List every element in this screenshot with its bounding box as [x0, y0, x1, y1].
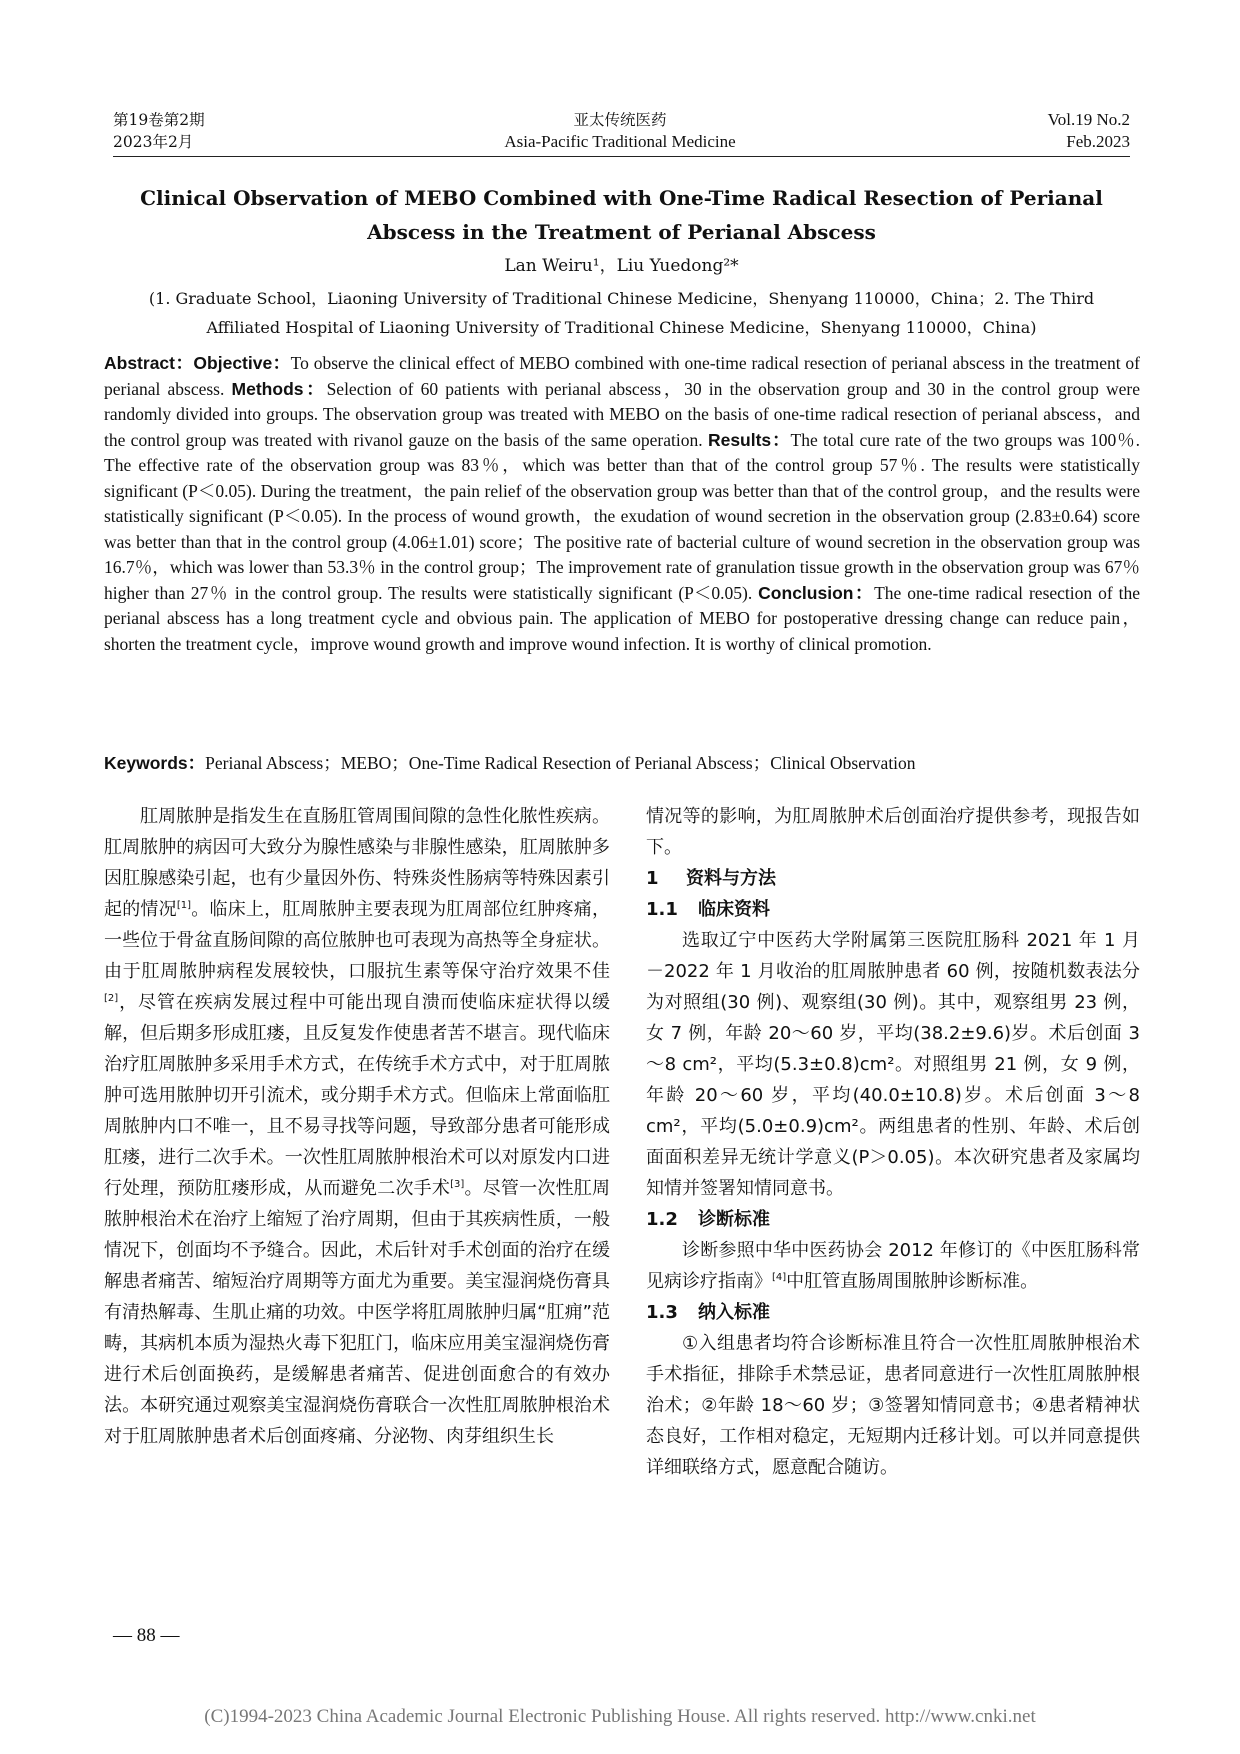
diagnosis-text-2: 中肛管直肠周围脓肿诊断标准。 — [786, 1271, 1039, 1292]
header-rule — [113, 156, 1130, 157]
section-1-1-number: 1.1 — [646, 899, 678, 920]
article-title: Clinical Observation of MEBO Combined with One-Time Radical Resection of Perianal Abscess in the Treatment of Perianal Abscess — [140, 186, 1103, 244]
results-text: The total cure rate of the two groups was 100％. The effective rate of the observation group was 83％，which was better than that of the control group 57％. The results were statistically significant (P＜0.05). During the treatment，the pain relief of the observation group was better than that of the control group，and the results were statistically significant (P＜0.05). In the process of wound growth，the exudation of wound secretion in the observation group (2.83±0.64) score was better than that in the control group (4.06±1.01) score；The positive rate of bacterial culture of wound secretion in the observation group was 16.7％，which was lower than 53.3％ in the control group；The improvement rate of granulation tissue growth in the observation group was 67％ higher than 27％ in the control group. The results were statistically significant (P＜0.05). — [104, 429, 1141, 603]
section-1-2-title: 诊断标准 — [698, 1209, 770, 1230]
objective-label: Objective： — [193, 353, 291, 373]
section-1-3-heading — [646, 1297, 1140, 1328]
journal-name-cn: 亚太传统医药 — [573, 111, 667, 129]
header-volume: 第19卷第2期 — [113, 111, 205, 129]
methods-text: Selection of 60 patients with perianal abscess，30 in the observation group and 30 in the control group were randomly divided into groups. The observation group was treated with MEBO on the basis of one-time radical resection of perianal abscess，and the control group was treated with rivanol gauze on the basis of the same operation. — [104, 378, 1141, 450]
header-date-en: Feb.2023 — [1066, 132, 1130, 151]
abstract — [104, 351, 1140, 657]
keywords-label: Keywords： — [104, 753, 206, 773]
section-1-2-heading — [646, 1204, 1140, 1235]
ref-4: [4] — [772, 1272, 787, 1283]
section-1-title: 资料与方法 — [686, 868, 776, 889]
right-column — [646, 801, 1140, 1483]
results-label: Results： — [707, 429, 791, 450]
header-center — [440, 109, 800, 153]
section-1-3-number: 1.3 — [646, 1302, 678, 1323]
intro-continuation: 情况等的影响，为肛周脓肿术后创面治疗提供参考，现报告如下。 — [646, 806, 1140, 858]
header-left — [113, 109, 205, 153]
diagnosis-text-1: 诊断参照中华中医药协会 2012 年修订的《中医肛肠科常见病诊疗指南》 — [646, 1240, 1140, 1292]
section-1-number: 1 — [646, 868, 659, 889]
conclusion-text: The one-time radical resection of the perianal abscess has a long treatment cycle and obvious pain. The application of MEBO for postoperative dressing change can reduce pain，shorten the treatment cycle，improve wound growth and improve wound infection. It is worthy of clinical promotion. — [104, 582, 1140, 654]
ref-2: [2] — [104, 993, 119, 1004]
section-1-heading — [646, 863, 1140, 894]
header-volume-en: Vol.19 No.2 — [1047, 110, 1130, 129]
copyright-footer: (C)1994-2023 China Academic Journal Electronic Publishing House. All rights reserved. http://www.cnki.net — [204, 1706, 1036, 1727]
diagnosis-paragraph — [646, 1235, 1140, 1297]
objective-text: To observe the clinical effect of MEBO combined with one-time radical resection of perianal abscess in the treatment of perianal abscess. — [104, 353, 1140, 399]
section-1-3-title: 纳入标准 — [698, 1302, 770, 1323]
keywords — [104, 751, 1140, 776]
abstract-label: Abstract： — [104, 353, 194, 373]
page-number: — 88 — — [113, 1625, 180, 1646]
intro-text-2: 。临床上，肛周脓肿主要表现为肛周部位红肿疼痛，一些位于骨盆直肠间隙的高位脓肿也可表现为高热等全身症状。由于肛周脓肿病程发展较快，口服抗生素等保守治疗效果不佳 — [104, 899, 611, 982]
inclusion-paragraph: ①入组患者均符合诊断标准且符合一次性肛周脓肿根治术手术指征，排除手术禁忌证，患者同意进行一次性肛周脓肿根治术；②年龄 18～60 岁；③签署知情同意书；④患者精神状态良好，工作相对稳定，无短期内迁移计划。可以并同意提供详细联络方式，愿意配合随访。 — [646, 1333, 1140, 1478]
intro-text-3: ，尽管在疾病发展过程中可能出现自溃而使临床症状得以缓解，但后期多形成肛瘘，且反复发作使患者苦不堪言。现代临床治疗肛周脓肿多采用手术方式，在传统手术方式中，对于肛周脓肿可选用脓肿切开引流术，或分期手术方式。但临床上常面临肛周脓肿内口不唯一，且不易寻找等问题，导致部分患者可能形成肛瘘，进行二次手术。一次性肛周脓肿根治术可以对原发内口进行处理，预防肛瘘形成，从而避免二次手术 — [104, 992, 610, 1199]
header-right — [1000, 109, 1130, 153]
section-1-1-title: 临床资料 — [698, 899, 770, 920]
ref-3: [3] — [450, 1179, 465, 1190]
affiliation: (1. Graduate School，Liaoning University of Traditional Chinese Medicine，Shenyang 110000，China；2. The Third Affiliated Hospital of Liaoning University of Traditional Chinese Medicine，Shenyang 110000，China) — [148, 289, 1095, 337]
conclusion-label: Conclusion： — [758, 582, 875, 603]
left-column — [104, 801, 610, 1452]
section-1-1-heading — [646, 894, 1140, 925]
ref-1: [1] — [176, 900, 192, 911]
intro-text-1: 肛周脓肿是指发生在直肠肛管周围间隙的急性化脓性疾病。肛周脓肿的病因可大致分为腺性感染与非腺性感染，肛周脓肿多因肛腺感染引起，也有少量因外伤、特殊炎性肠病等特殊因素引起的情况 — [104, 806, 610, 920]
header-date: 2023年2月 — [113, 133, 194, 151]
methods-label: Methods： — [231, 378, 327, 399]
intro-text-4: 。尽管一次性肛周脓肿根治术在治疗上缩短了治疗周期，但由于其疾病性质，一般情况下，创面均不予缝合。因此，术后针对手术创面的治疗在缓解患者痛苦、缩短治疗周期等方面尤为重要。美宝湿润烧伤膏具有清热解毒、生肌止痛的功效。中医学将肛周脓肿归属“肛痈”范畴，其病机本质为湿热火毒下犯肛门，临床应用美宝湿润烧伤膏进行术后创面换药，是缓解患者痛苦、促进创面愈合的有效办法。本研究通过观察美宝湿润烧伤膏联合一次性肛周脓肿根治术对于肛周脓肿患者术后创面疼痛、分泌物、肉芽组织生长 — [104, 1178, 611, 1447]
keywords-text: Perianal Abscess；MEBO；One-Time Radical Resection of Perianal Abscess；Clinical Observation — [205, 753, 916, 773]
section-1-2-number: 1.2 — [646, 1209, 678, 1230]
authors: Lan Weiru¹，Liu Yuedong²* — [504, 256, 739, 276]
journal-name-en: Asia-Pacific Traditional Medicine — [504, 132, 736, 151]
intro-paragraph — [104, 801, 610, 1452]
clinical-data-paragraph: 选取辽宁中医药大学附属第三医院肛肠科 2021 年 1 月－2022 年 1 月收治的肛周脓肿患者 60 例，按随机数表法分为对照组(30 例)、观察组(30 例)。其中，观察组男 23 例，女 7 例，年龄 20～60 岁，平均(38.2±9.6)岁。术后创面 3～8 cm²，平均(5.3±0.8)cm²。对照组男 21 例，女 9 例，年龄 20～60 岁，平均(40.0±10.8)岁。术后创面 3～8 cm²，平均(5.0±0.9)cm²。两组患者的性别、年龄、术后创面面积差异无统计学意义(P＞0.05)。本次研究患者及家属均知情并签署知情同意书。 — [646, 930, 1140, 1199]
